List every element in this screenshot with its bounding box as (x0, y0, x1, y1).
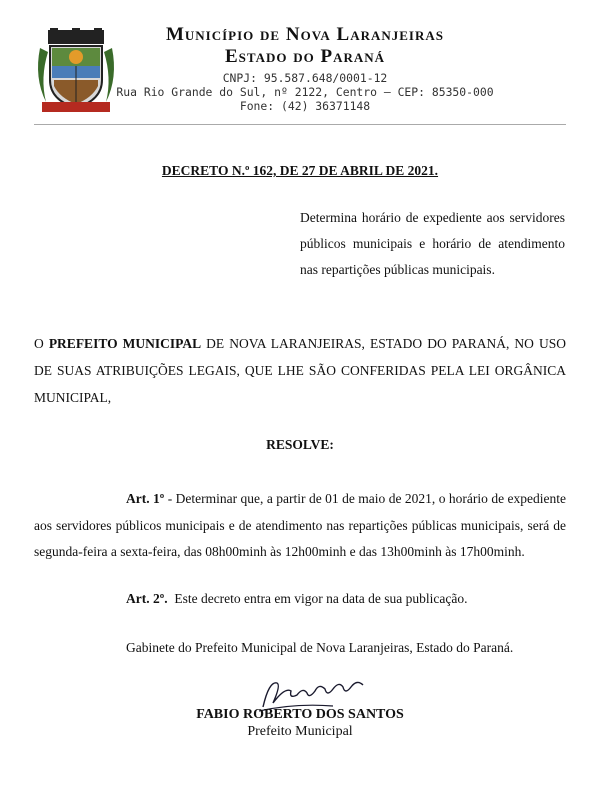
decree-title: DECRETO N.º 162, DE 27 DE ABRIL DE 2021. (161, 163, 439, 178)
article-2 (126, 591, 467, 607)
state-name: Estado do Paraná (224, 46, 386, 67)
signatory-role: Prefeito Municipal (247, 724, 353, 739)
preamble-authority: PREFEITO MUNICIPAL (48, 336, 202, 351)
phone-text: Fone: (42) 36371148 (239, 99, 371, 113)
resolve-heading: RESOLVE: (266, 437, 334, 452)
article-2-label: Art. 2º. (126, 591, 168, 606)
article-2-text: Este decreto entra em vigor na data de sua publicação. (167, 591, 468, 606)
signatory-name: FABIO ROBERTO DOS SANTOS (196, 707, 404, 722)
article-1-text: - Determinar que, a partir de 01 de maio de 2021, o horário de expediente aos servidores públicos municipais e de atendimento nas repartições públicas municipais, será de segunda-feira a sexta-feira, das 08h00minh às 12h00minh e das 13h00minh às 17h00minh. (34, 491, 566, 559)
preamble-start: O (34, 336, 49, 351)
cnpj-text: CNPJ: 95.587.648/0001-12 (222, 71, 388, 85)
address-text: Rua Rio Grande do Sul, nº 2122, Centro – CEP: 85350-000 (116, 85, 494, 99)
article-1 (34, 486, 566, 566)
article-1-label: Art. 1º (126, 491, 165, 506)
preamble (34, 330, 566, 411)
municipality-name: Município de Nova Laranjeiras (165, 24, 445, 45)
letterhead (0, 0, 600, 120)
preamble-rest: DE NOVA LARANJEIRAS, ESTADO DO PARANÁ, NO USO DE SUAS ATRIBUIÇÕES LEGAIS, QUE LHE SÃO CONFERIDAS PELA LEI ORGÂNICA MUNICIPAL, (34, 336, 566, 405)
closing-line: Gabinete do Prefeito Municipal de Nova Laranjeiras, Estado do Paraná. (126, 640, 514, 655)
header-divider (34, 124, 566, 125)
decree-summary: Determina horário de expediente aos servidores públicos municipais e horário de atendimento nas repartições públicas municipais. (300, 210, 565, 277)
